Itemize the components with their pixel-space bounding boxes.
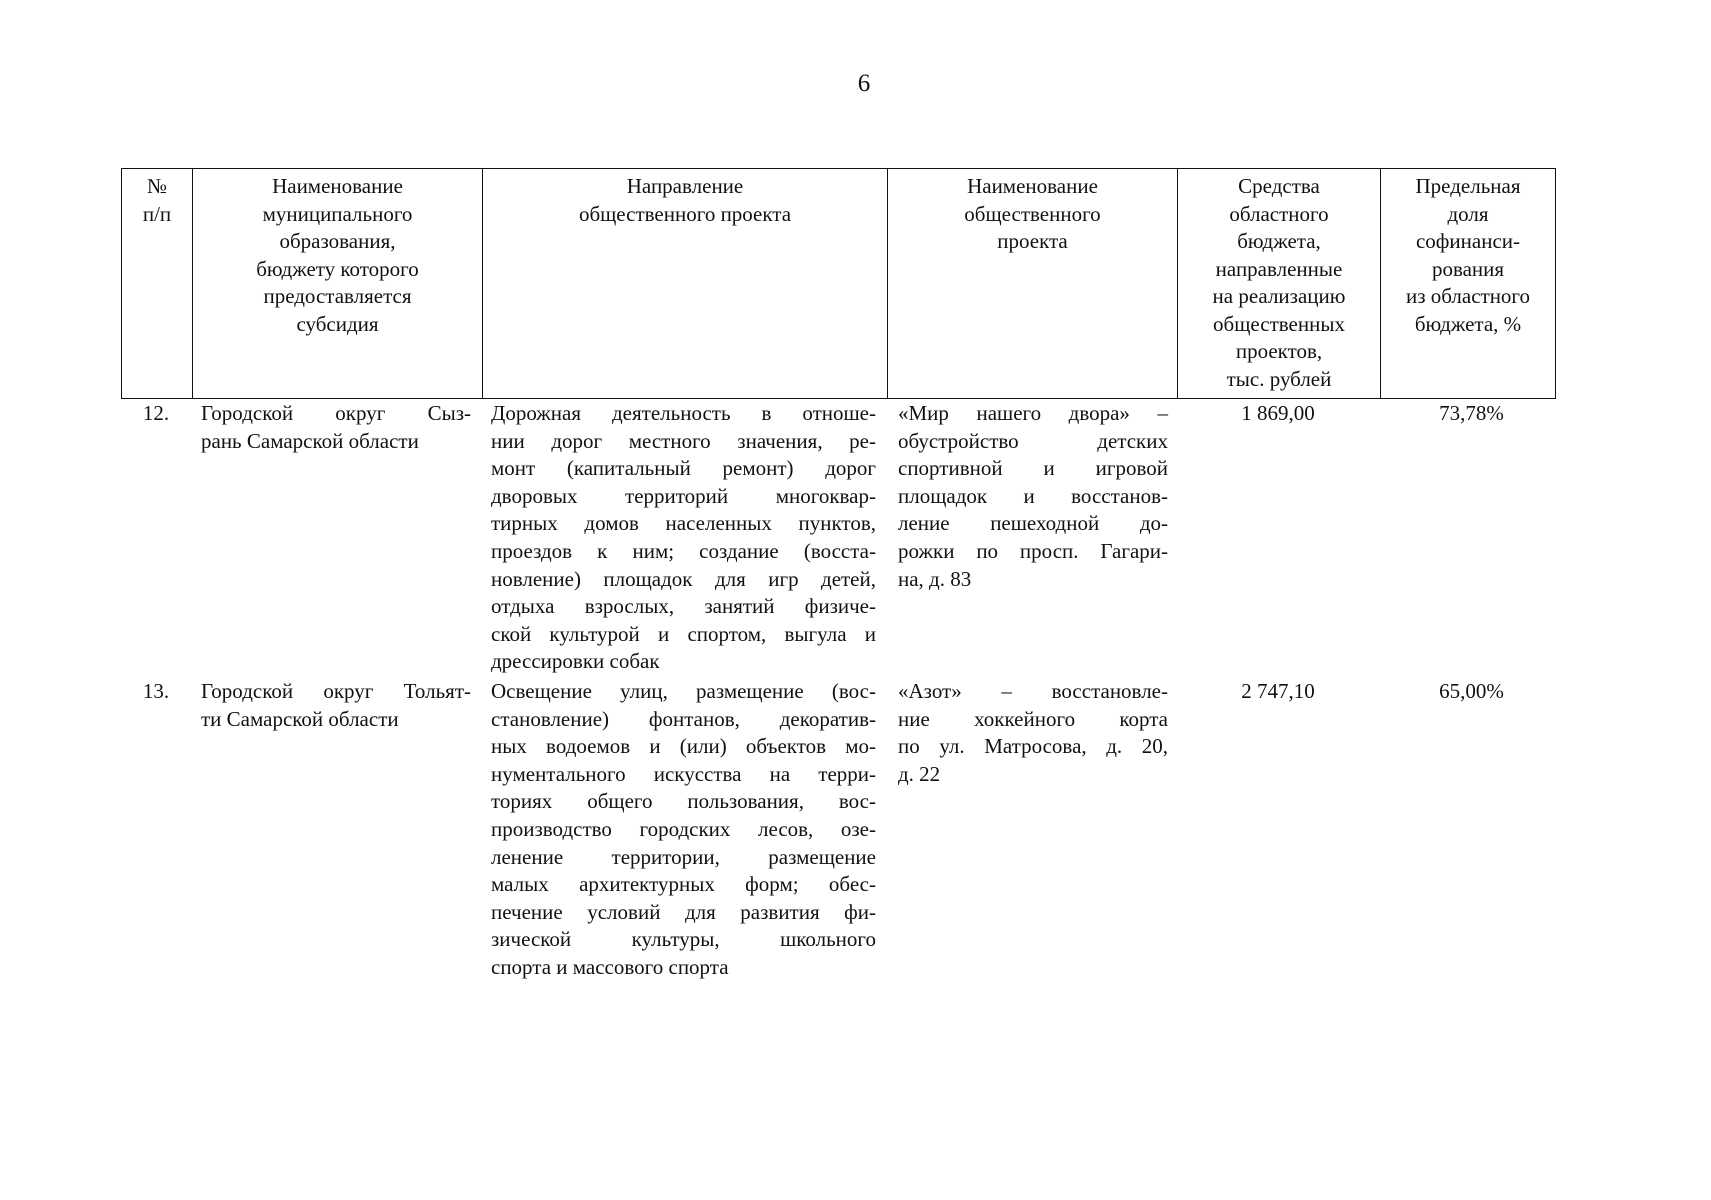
text-line: Городской округ Сыз- — [201, 401, 471, 425]
text-line: проездов к ним; создание (восста- — [491, 538, 876, 563]
header-number — [122, 169, 193, 399]
header-line: доля — [1447, 201, 1489, 226]
header-project-name — [888, 169, 1178, 399]
text-line: рань Самарской области — [201, 428, 419, 453]
text-line: ториях общего пользования, вос- — [491, 789, 876, 814]
header-line: п/п — [142, 201, 172, 226]
header-line: Наименование — [272, 174, 403, 198]
text-line: ленение территории, размещение — [491, 844, 876, 869]
text-line: печение условий для развития фи- — [491, 899, 876, 924]
header-share — [1381, 169, 1556, 399]
header-line: бюджета, % — [1414, 311, 1522, 336]
header-row — [122, 169, 1556, 399]
text-line: ных водоемов и (или) объектов мо- — [491, 734, 876, 759]
header-line: общественных — [1213, 311, 1345, 336]
text-line: на, д. 83 — [898, 566, 972, 591]
text-line: Городской округ Тольят- — [201, 679, 471, 703]
text-line: малых архитектурных форм; обес- — [491, 872, 876, 897]
header-line: софинанси- — [1415, 229, 1520, 253]
text-line: д. 22 — [898, 761, 941, 786]
header-line: Наименование — [967, 174, 1098, 198]
text-line: нументального искусства на терри- — [491, 761, 876, 786]
header-line: Средства — [1238, 174, 1320, 198]
text-line: новление) площадок для игр детей, — [491, 566, 876, 591]
text-line: ской культурой и спортом, выгула и — [491, 621, 876, 646]
header-line: на реализацию — [1212, 284, 1346, 308]
share-cell: 65,00% — [1439, 679, 1504, 703]
header-line: № — [146, 174, 168, 198]
header-line: тыс. рублей — [1226, 366, 1332, 391]
project-name-cell — [898, 400, 1168, 593]
header-line: Направление — [626, 174, 744, 198]
header-line: общественного проекта — [578, 201, 792, 226]
text-line: нии дорог местного значения, ре- — [491, 428, 876, 453]
table-header — [121, 168, 1556, 399]
text-line: становление) фонтанов, декоратив- — [491, 706, 876, 731]
header-line: из областного — [1405, 284, 1531, 308]
direction-cell — [491, 400, 876, 676]
text-line: рожки по просп. Гагари- — [898, 538, 1168, 563]
direction-cell — [491, 678, 876, 982]
municipality-cell — [201, 400, 471, 455]
header-line: Предельная — [1415, 174, 1521, 198]
text-line: спорта и массового спорта — [491, 954, 729, 979]
share-cell: 73,78% — [1439, 401, 1504, 425]
header-municipality — [193, 169, 483, 399]
header-line: бюджету которого — [256, 256, 419, 281]
funds-cell: 1 869,00 — [1241, 401, 1315, 425]
municipality-cell — [201, 678, 471, 733]
header-line: субсидия — [296, 311, 379, 336]
header-line: образования, — [279, 229, 396, 253]
text-line: дворовых территорий многоквар- — [491, 483, 876, 508]
page-number: 6 — [857, 70, 871, 97]
text-line: спортивной и игровой — [898, 456, 1168, 481]
text-line: обустройство детских — [898, 428, 1168, 453]
text-line: тирных домов населенных пунктов, — [491, 511, 876, 536]
row-number: 12. — [142, 401, 170, 425]
header-line: общественного — [964, 201, 1101, 226]
funds-cell: 2 747,10 — [1241, 679, 1315, 703]
text-line: производство городских лесов, озе- — [491, 816, 876, 841]
text-line: ление пешеходной до- — [898, 511, 1168, 536]
header-funds — [1178, 169, 1381, 399]
text-line: зической культуры, школьного — [491, 927, 876, 952]
text-line: Дорожная деятельность в отноше- — [491, 401, 876, 425]
header-line: областного — [1229, 201, 1329, 226]
header-direction — [483, 169, 888, 399]
text-line: отдыха взрослых, занятий физиче- — [491, 594, 876, 619]
text-line: ти Самарской области — [201, 706, 399, 731]
text-line: по ул. Матросова, д. 20, — [898, 734, 1168, 759]
text-line: ние хоккейного корта — [898, 706, 1168, 731]
header-line: рования — [1431, 256, 1505, 281]
header-line: направленные — [1215, 256, 1343, 281]
header-line: бюджета, — [1237, 229, 1321, 253]
text-line: дрессировки собак — [491, 649, 660, 674]
text-line: «Мир нашего двора» – — [898, 401, 1168, 425]
text-line: монт (капитальный ремонт) дорог — [491, 456, 876, 481]
text-line: «Азот» – восстановле- — [898, 679, 1168, 703]
header-line: муниципального — [262, 201, 413, 226]
text-line: Освещение улиц, размещение (вос- — [491, 679, 876, 703]
row-number: 13. — [142, 679, 170, 703]
header-line: проектов, — [1235, 339, 1323, 363]
project-name-cell — [898, 678, 1168, 788]
text-line: площадок и восстанов- — [898, 483, 1168, 508]
header-line: предоставляется — [263, 284, 412, 308]
header-line: проекта — [997, 229, 1068, 253]
